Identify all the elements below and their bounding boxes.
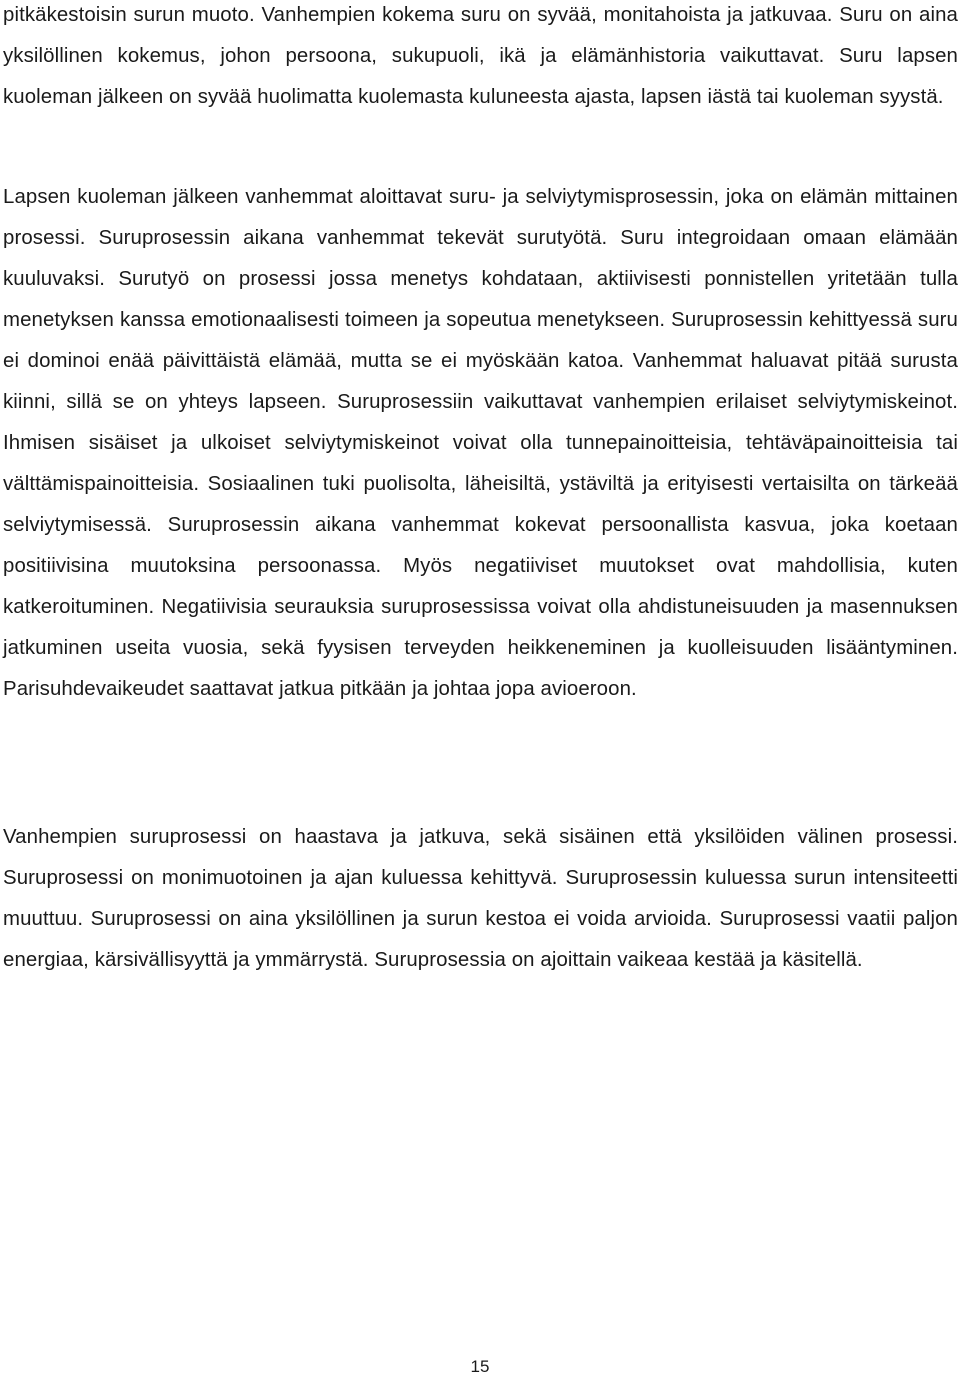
body-paragraph: pitkäkestoisin surun muoto. Vanhempien kokema suru on syvää, monitahoista ja jatkuvaa. Suru on aina yksilöllinen kokemus, johon persoona, sukupuoli, ikä ja elämänhistoria vaikuttavat. Suru lapsen kuoleman jälkeen on syvää huolimatta kuolemasta kuluneesta ajasta, lapsen iästä tai kuoleman syystä. [3,4,958,108]
page-number: 15 [470,1357,490,1376]
body-paragraph: Vanhempien suruprosessi on haastava ja jatkuva, sekä sisäinen että yksilöiden välinen prosessi. Suruprosessi on monimuotoinen ja ajan kuluessa kehittyvä. Suruprosessin kuluessa surun intensiteetti muuttuu. Suruprosessi on aina yksilöllinen ja surun kestoa ei voida arvioida. Suruprosessi vaatii paljon energiaa, kärsivällisyyttä ja ymmärrystä. Suruprosessia on ajoittain vaikeaa kestää ja käsitellä. [3,826,958,971]
body-paragraph: Lapsen kuoleman jälkeen vanhemmat aloittavat suru- ja selviytymisprosessin, joka on elämän mittainen prosessi. Suruprosessin aikana vanhemmat tekevät surutyötä. Suru integroidaan omaan elämään kuuluvaksi. Surutyö on prosessi jossa menetys kohdataan, aktiivisesti ponnistellen yritetään tulla menetyksen kanssa emotionaalisesti toimeen ja sopeutua menetykseen. Suruprosessin kehittyessä suru ei dominoi enää päivittäistä elämää, mutta se ei myöskään katoa. Vanhemmat haluavat pitää surusta kiinni, sillä se on yhteys lapseen. Suruprosessiin vaikuttavat vanhempien erilaiset selviytymiskeinot. Ihmisen sisäiset ja ulkoiset selviytymiskeinot voivat olla tunnepainoitteisia, tehtäväpainoitteisia tai välttämispainoitteisia. Sosiaalinen tuki puolisolta, läheisiltä, ystäviltä ja erityisesti vertaisilta on tärkeää selviytymisessä. Suruprosessin aikana vanhemmat kokevat persoonallista kasvua, joka koetaan positiivisina muutoksina persoonassa. Myös negatiiviset muutokset ovat mahdollisia, kuten katkeroituminen. Negatiivisia seurauksia suruprosessissa voivat olla ahdistuneisuuden ja masennuksen jatkuminen useita vuosia, sekä fyysisen terveyden heikkeneminen ja kuolleisuuden lisääntyminen. Parisuhdevaikeudet saattavat jatkua pitkään ja johtaa jopa avioeroon. [3,186,958,700]
